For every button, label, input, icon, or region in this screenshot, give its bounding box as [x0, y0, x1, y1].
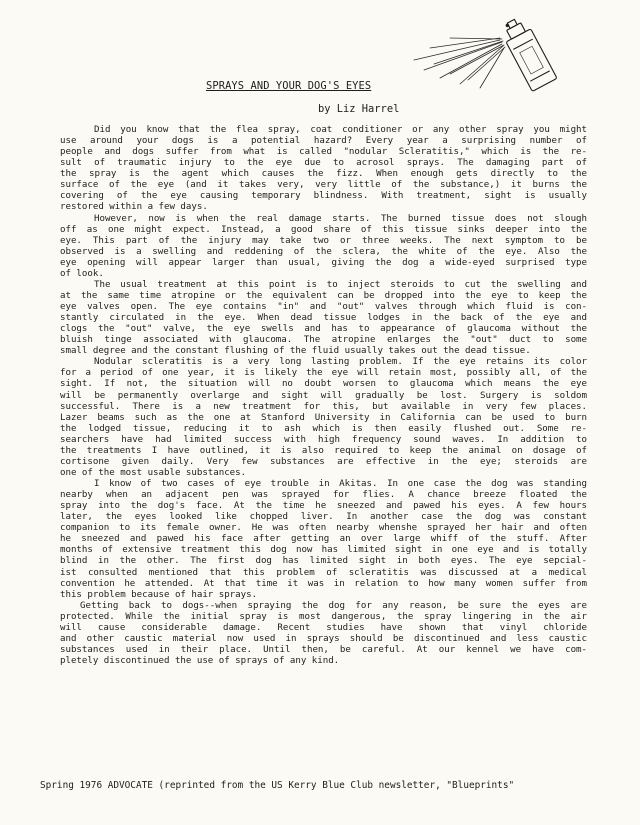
text-line: the treatments I have outlined, it is also required to keep the animal on dosage of — [60, 445, 587, 456]
text-line: stantly circulated in the eye. When dead tissue lodges in the back of the eye and — [60, 313, 587, 324]
text-line: bluish tinge associated with glaucoma. The atropine enlarges the "out" duct to some — [60, 335, 587, 346]
text-line: I know of two cases of eye trouble in Akitas. In one case the dog was standing — [94, 479, 587, 489]
text-line: at the same time atropine or the equivalent can be dropped into the eye to keep the — [60, 290, 587, 301]
text-line: the lodged tissue, reducing it to ash which is then easily flushed out. Some re- — [60, 423, 587, 434]
article-byline: by Liz Harrel — [318, 103, 400, 115]
article-body — [60, 125, 587, 667]
text-line: substances used in their place. Until then, be careful. At our kennel we have com- — [60, 644, 587, 655]
paragraph — [60, 125, 587, 214]
text-line: eye. This part of the injury may take two or three weeks. The next symptom to be — [60, 235, 587, 246]
text-line: However, now is when the real damage starts. The burned tissue does not slough — [94, 213, 587, 224]
text-line: Nodular scleratitis is a very long lasting problem. If the eye retains its color — [94, 357, 587, 368]
text-line: sight. If not, the situation will no doubt worsen to glaucoma which means the eye — [60, 379, 587, 390]
text-line: covering of the eye causing temporary blindness. With treatment, sight is usually — [60, 191, 587, 202]
paragraph — [60, 601, 587, 667]
text-line: Getting back to dogs--when spraying the dog for any reason, be sure the eyes are — [80, 600, 587, 611]
text-line: clogs the "out" valve, the eye swells and has to appearance of glaucoma without the — [60, 324, 587, 335]
text-line: cortisone given daily. Very few substances are effective in the eye; steroids are — [60, 456, 587, 467]
text-line: pletely discontinued the use of sprays of any kind. — [60, 656, 340, 666]
text-line: eye valves open. The eye contains "in" and "out" valves through which fluid is con- — [60, 302, 587, 312]
source-note: Spring 1976 ADVOCATE (reprinted from the US Kerry Blue Club newsletter, "Blueprints" — [40, 780, 515, 791]
text-line: for a period of one year, it is likely the eye will retain most, possibly all, of the — [60, 368, 587, 379]
text-line: use around your dogs is a potential hazard? Every year a surprising number of — [60, 136, 587, 147]
paragraph — [60, 357, 587, 479]
text-line: sult of traumatic injury to the eye due to acrosol sprays. The damaging part of — [60, 158, 587, 169]
text-line: of look. — [60, 268, 104, 279]
text-line: searchers have had limited success with high frequency sound waves. In addition to — [60, 434, 587, 445]
text-line: eye opening will appear larger than usual, giving the dog a wide-eyed surprised type — [60, 257, 587, 268]
text-line: restored within a few days. — [60, 202, 208, 213]
text-line: Did you know that the flea spray, coat conditioner or any other spray you might — [94, 125, 587, 135]
text-line: and other caustic material now used in sprays should be discontinued and less caustic — [60, 633, 587, 644]
text-line: The usual treatment at this point is to inject steroids to cut the swelling and — [94, 279, 587, 290]
text-line: will cause considerable damage. Recent studies have shown that vinyl chloride — [60, 622, 587, 633]
text-line: one of the most usable substances. — [60, 467, 247, 478]
text-line: he sneezed and pawed his face after getting an over large whiff of the stuff. After — [60, 534, 587, 545]
article-title: SPRAYS AND YOUR DOG'S EYES — [206, 80, 372, 92]
text-line: this problem because of hair sprays. — [60, 589, 258, 600]
text-line: spray into the dog's face. At the time he sneezed and pawed his eyes. A few hours — [60, 501, 587, 512]
text-line: ist consulted mentioned that this problem of scleratitis was discussed at a medical — [60, 567, 587, 578]
text-line: the spray is the agent which causes the fizz. When enough gets directly to the — [60, 169, 587, 180]
spray-mist-lines — [414, 38, 505, 88]
text-line: convention he attended. At that time it was in relation to how many women suffer from — [60, 578, 587, 589]
text-line: observed is a swelling and reddening of the sclera, the white of the eye. Also the — [60, 246, 587, 257]
spray-can-illustration — [410, 8, 570, 98]
text-line: surface of the eye (and it takes very, very little of the substance,) it burns the — [60, 180, 587, 191]
text-line: months of extensive treatment this dog now has limited sight in one eye and is totally — [60, 545, 587, 556]
text-line: Lazer beams such as the one at Stanford University in California can be used to burn — [60, 412, 587, 423]
text-line: nearby when an adjacent pen was sprayed for flies. A chance breeze floated the — [60, 490, 587, 501]
text-line: successful. There is a new treatment for this, but available in very few places. — [60, 401, 587, 412]
text-line: protected. While the initial spray is most dangerous, the spray lingering in the air — [60, 611, 587, 622]
text-line: off as one might expect. Instead, a good share of this tissue sinks deeper into the — [60, 224, 587, 235]
paragraph — [60, 214, 587, 280]
text-line: people and dogs suffer from what is called "nodular Scleratitis," which is the re- — [60, 147, 587, 158]
paragraph — [60, 280, 587, 357]
text-line: small degree and the constant flushing of the fluid usually takes out the dead tissue. — [60, 346, 531, 357]
text-line: blind in the other. The first dog has limited sight in both eyes. The eye sepcial- — [60, 556, 587, 567]
spray-can-icon — [499, 15, 558, 92]
text-line: will be permanently overlarge and sight will gradually be lost. Surgery is soldom — [60, 390, 587, 401]
paragraph — [60, 479, 587, 601]
text-line: companion to its female owner. He was often nearby whenshe sprayed her hair and often — [60, 523, 587, 534]
text-line: later, the eyes looked like chopped liver. In another case the dog was constant — [60, 512, 587, 523]
